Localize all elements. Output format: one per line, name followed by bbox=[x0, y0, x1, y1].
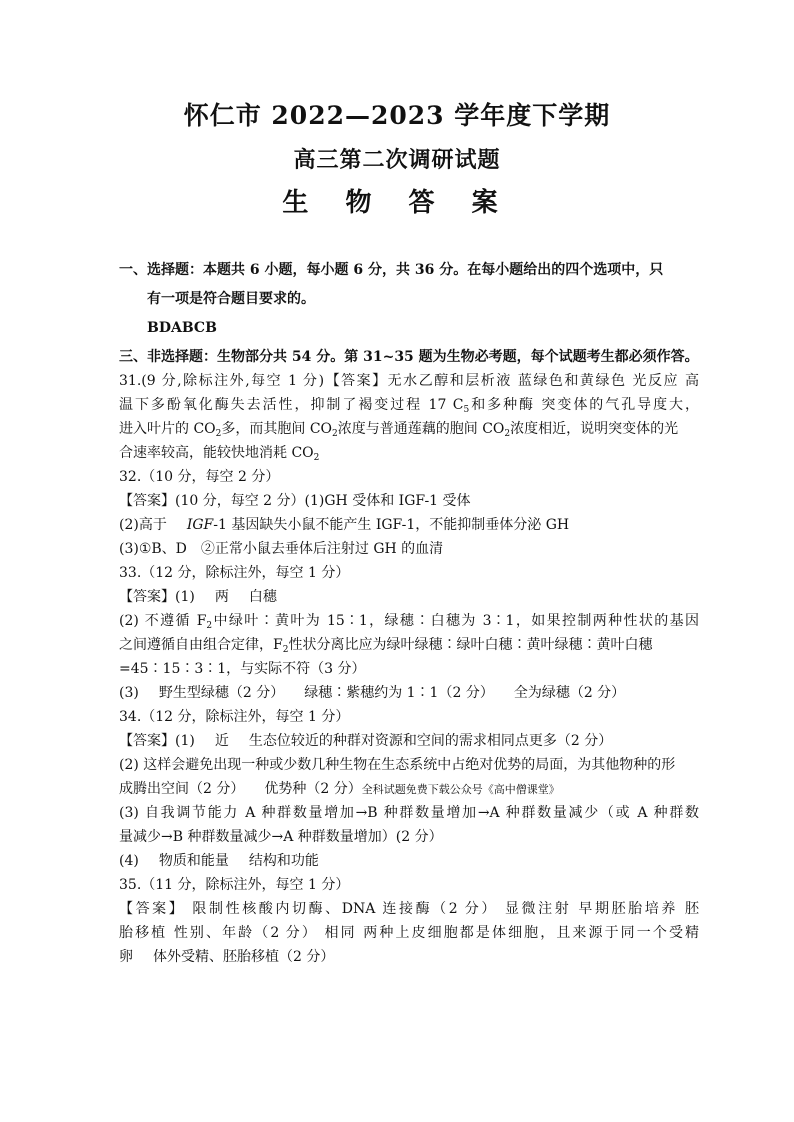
q35-text: 卵 bbox=[119, 949, 133, 965]
q31-line-3 bbox=[119, 419, 699, 439]
q35-text: 胎移植 bbox=[119, 925, 168, 941]
q33-text: =45∶15∶3∶1，与实际不符（3 分） bbox=[119, 661, 366, 677]
q33-text: 中绿叶∶黄叶为 15∶1，绿穗∶白穗为 3∶1，如果控制两种性状的基因 bbox=[212, 613, 700, 629]
q31-text: 17 bbox=[428, 397, 447, 413]
q33-text: 绿穗∶紫穗约为 1∶1（2 分） bbox=[304, 685, 494, 701]
q33-text: 全为绿穗（2 分） bbox=[513, 685, 626, 701]
q35-line-1 bbox=[119, 899, 699, 919]
q35-text: 限制性核酸内切酶、DNA 连接酶（2 分） bbox=[192, 901, 498, 917]
q31-text: 高 bbox=[685, 373, 700, 389]
q33-text: 33.（12 分，除标注外，每空 1 分） bbox=[119, 565, 350, 581]
q34-text: 量减少→B 种群数量减少→A 种群数量增加）(2 分） bbox=[119, 829, 443, 845]
q31-text: 蓝绿色和黄绿色 bbox=[517, 373, 627, 389]
subscript: 2 bbox=[332, 429, 338, 439]
q31-text: 光反应 bbox=[632, 373, 680, 389]
q34-heading bbox=[119, 707, 699, 727]
q34-line-4 bbox=[119, 803, 699, 823]
q32-text: (3)①B、D ②正常小鼠去垂体后注射过 GH 的血清 bbox=[119, 541, 444, 557]
q34-text: 生态位较近的种群对资源和空间的需求相同点更多（2 分） bbox=[248, 733, 613, 749]
q32-text: 【答案】(10 分，每空 2 分）(1)GH 受体和 IGF-1 受体 bbox=[119, 493, 471, 509]
section1-heading-text: 一、选择题：本题共 6 小题，每小题 6 分，共 36 分。在每小题给出的四个选项中，只 bbox=[119, 262, 664, 278]
q31-line-1 bbox=[119, 371, 699, 391]
q34-text: 优势种（2 分） bbox=[264, 781, 362, 797]
q32-text: (2)高于 bbox=[119, 517, 167, 533]
q33-text: F bbox=[196, 613, 207, 629]
choice-answers: BDABCB bbox=[147, 320, 217, 336]
section1-heading bbox=[119, 260, 699, 280]
q31-text: 合速率较高，能较快地消耗 CO bbox=[119, 445, 314, 461]
q33-line-2 bbox=[119, 611, 699, 631]
subscript: 2 bbox=[313, 453, 320, 463]
section1-answers bbox=[147, 318, 727, 338]
q33-text bbox=[197, 613, 699, 629]
section3-heading bbox=[119, 347, 699, 367]
q35-text: 胚 bbox=[685, 901, 699, 917]
q34-text: 结构和功能 bbox=[248, 853, 319, 869]
q35-text: 体外受精、胚胎移植（2 分） bbox=[153, 949, 335, 965]
q33-text: 两 bbox=[214, 589, 229, 605]
q33-line-1 bbox=[119, 587, 699, 607]
q33-line-4 bbox=[119, 659, 699, 679]
q35-text: 【答案】 bbox=[119, 901, 186, 917]
q33-text: 野生型绿穗（2 分） bbox=[158, 685, 285, 701]
q31-text bbox=[453, 397, 535, 413]
q35-text: 两种上皮细胞都是体细胞，且来源于同一个受精 bbox=[363, 925, 700, 941]
q31-text: 多，而其胞间 CO bbox=[221, 421, 333, 437]
section1-heading-cont bbox=[147, 289, 727, 309]
subscript: 2 bbox=[206, 621, 213, 631]
q32-line-3 bbox=[119, 539, 699, 559]
q32-text: 32.（10 分，每空 2 分） bbox=[119, 469, 280, 485]
section1-heading-text-2: 有一项是符合题目要求的。 bbox=[147, 291, 315, 307]
q35-text: 性别、年龄（2 分） bbox=[173, 925, 318, 941]
subscript: 2 bbox=[504, 429, 511, 439]
q31-text: 31.(9 分,除标注外,每空 1 分)【答案】无水乙醇和层析液 bbox=[119, 373, 512, 389]
q32-line-1 bbox=[119, 491, 699, 511]
q31-text: 和多种酶 bbox=[469, 397, 536, 413]
q34-line-3 bbox=[119, 779, 699, 800]
q33-text: (3) bbox=[119, 685, 139, 701]
watermark-notice: 全科试题免费下载公众号《高中僧课堂》 bbox=[361, 783, 560, 796]
q32-line-2 bbox=[119, 515, 699, 535]
q31-text: 温下多酚氧化酶失去活性，抑制了褐变过程 bbox=[119, 397, 423, 413]
q34-text: (2) 这样会避免出现一种或少数几种生物在生态系统中占绝对优势的局面，为其他物种的形 bbox=[119, 757, 676, 773]
section3-heading-text: 三、非选择题：生物部分共 54 分。第 31~35 题为生物必考题，每个试题考生都必须作答。 bbox=[119, 349, 699, 365]
q31-text: C bbox=[452, 397, 464, 413]
q34-text: 34.（12 分，除标注外，每空 1 分） bbox=[119, 709, 350, 725]
q35-text: 35.（11 分，除标注外，每空 1 分） bbox=[119, 877, 350, 893]
q35-line-2 bbox=[119, 923, 699, 943]
q34-line-1 bbox=[119, 731, 699, 751]
q31-line-2 bbox=[119, 395, 699, 415]
q34-text: (4) bbox=[119, 853, 139, 869]
q35-line-3 bbox=[119, 947, 699, 967]
q31-text: 浓度与普通莲藕的胞间 CO bbox=[337, 421, 505, 437]
q32-text: -1 基因缺失小鼠不能产生 IGF-1，不能抑制垂体分泌 GH bbox=[213, 517, 570, 533]
q34-text: 成腾出空间（2 分） bbox=[119, 781, 245, 797]
exam-subtitle: 高三第二次调研试题 bbox=[293, 147, 501, 173]
subscript: 2 bbox=[282, 645, 289, 655]
q31-line-4 bbox=[119, 443, 699, 463]
q31-text: 突变体的气孔导度大， bbox=[541, 397, 700, 413]
q33-text: (2) bbox=[119, 613, 139, 629]
q34-text: A 种群数量增加→B 种群数量增加→A 种群数量减少（或 A 种群数 bbox=[245, 805, 700, 821]
q35-text: 显微注射 bbox=[504, 901, 572, 917]
q33-text: 之间遵循自由组合定律，F bbox=[119, 637, 283, 653]
q34-text: 自我调节能力 bbox=[144, 805, 240, 821]
answer-title: 生 物 答 案 bbox=[282, 188, 512, 218]
subscript: 5 bbox=[463, 405, 470, 415]
q33-text: 不遵循 bbox=[144, 613, 191, 629]
q32-heading bbox=[119, 467, 699, 487]
q33-line-3 bbox=[119, 635, 699, 655]
q34-text: 近 bbox=[214, 733, 229, 749]
q33-heading bbox=[119, 563, 699, 583]
q34-line-6 bbox=[119, 851, 699, 871]
q34-text: (3) bbox=[119, 805, 139, 821]
q34-text: 物质和能量 bbox=[158, 853, 229, 869]
q33-text: 性状分离比应为绿叶绿穗∶绿叶白穗∶黄叶绿穗∶黄叶白穗 bbox=[288, 637, 653, 653]
q34-text: 【答案】(1) bbox=[119, 733, 195, 749]
q31-text: 浓度相近，说明突变体的光 bbox=[510, 421, 679, 437]
q33-line-5 bbox=[119, 683, 699, 703]
subscript: 2 bbox=[215, 429, 222, 439]
q32-text-italic: IGF bbox=[186, 517, 214, 533]
q35-heading bbox=[119, 875, 699, 895]
exam-title: 怀仁市 2022—2023 学年度下学期 bbox=[183, 101, 611, 130]
q33-text: 【答案】(1) bbox=[119, 589, 195, 605]
q33-text: 白穗 bbox=[248, 589, 277, 605]
q35-text: 相同 bbox=[324, 925, 357, 941]
q35-text: 早期胚胎培养 bbox=[578, 901, 678, 917]
q34-line-5 bbox=[119, 827, 699, 847]
q34-line-2 bbox=[119, 755, 699, 775]
q31-text: 进入叶片的 CO bbox=[119, 421, 216, 437]
